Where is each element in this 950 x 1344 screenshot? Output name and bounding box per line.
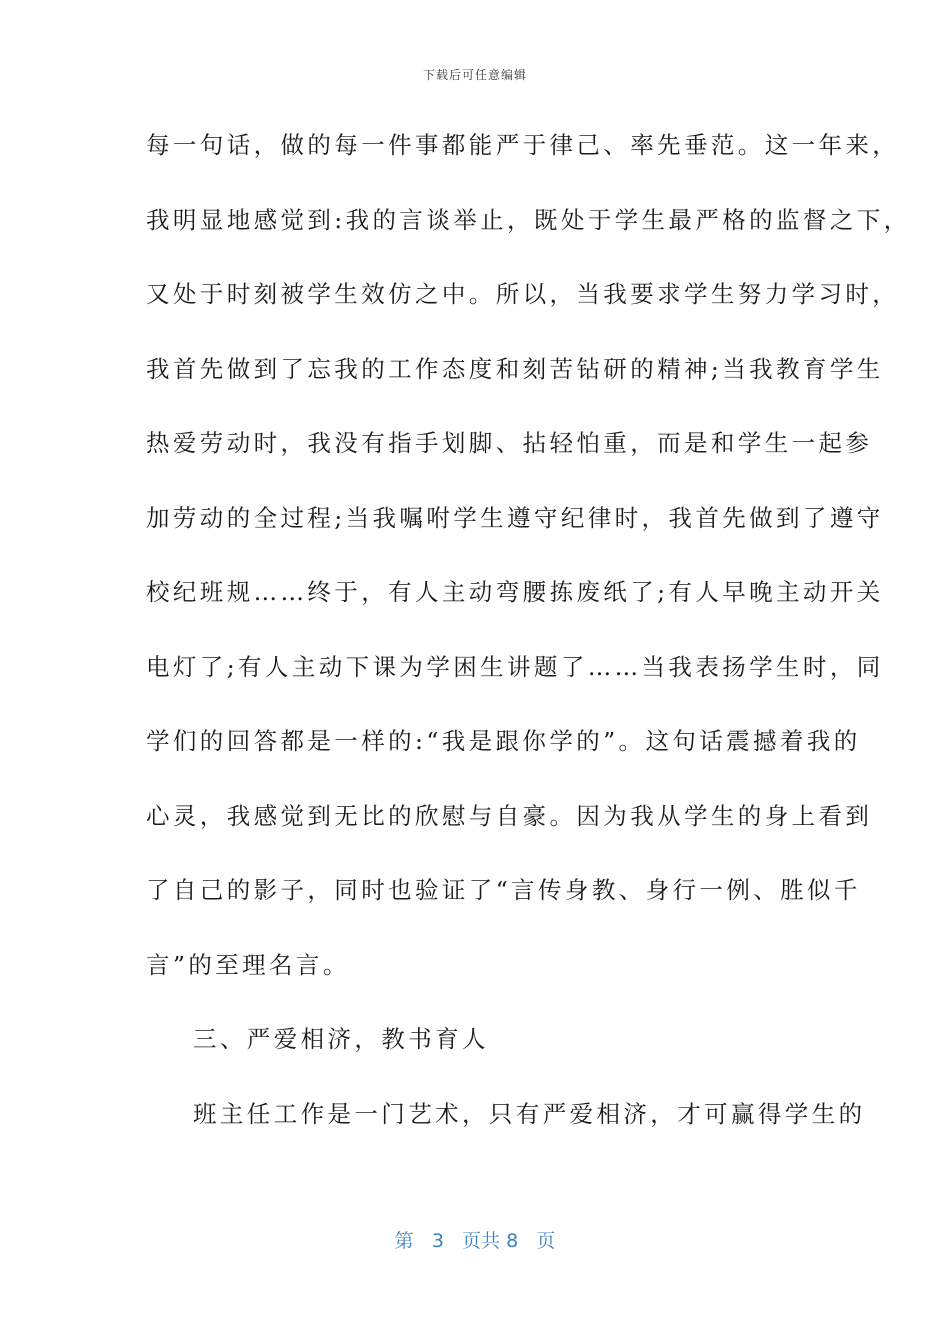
header-note: 下载后可任意编辑: [422, 68, 527, 82]
page-label-suffix: 页: [536, 1230, 556, 1252]
document-body: [146, 128, 911, 1171]
text-line: 心灵，我感觉到无比的欣慰与自豪。因为我从学生的身上看到: [146, 801, 873, 830]
text-line: 每一句话，做的每一件事都能严于律己、率先垂范。这一年来，: [146, 131, 900, 159]
text-line: 了自己的影子，同时也验证了“言传身教、身行一例、胜似千: [146, 876, 861, 904]
page-footer: [0, 1226, 950, 1253]
section-heading: 三、严爱相济，教书育人: [193, 1025, 489, 1053]
current-page-number: 3: [431, 1230, 444, 1252]
total-pages-number: 8: [506, 1230, 519, 1252]
text-line: 加劳动的全过程;当我嘱咐学生遵守纪律时，我首先做到了遵守: [146, 503, 884, 532]
text-line: 我首先做到了忘我的工作态度和刻苦钻研的精神;当我教育学生: [146, 354, 884, 383]
text-line: 言”的至理名言。: [146, 950, 350, 979]
text-line: 热爱劳动时，我没有指手划脚、拈轻怕重，而是和学生一起参: [146, 429, 873, 457]
text-line: 电灯了;有人主动下课为学困生讲题了……当我表扬学生时，同: [146, 652, 884, 681]
page-label-prefix: 第: [394, 1230, 414, 1252]
text-line: 校纪班规……终于，有人主动弯腰拣废纸了;有人早晚主动开关: [146, 578, 884, 606]
text-line: 学们的回答都是一样的:“我是跟你学的”。这句话震撼着我的: [146, 727, 861, 755]
text-line: 我明显地感觉到:我的言谈举止，既处于学生最严格的监督之下，: [146, 205, 911, 234]
paragraph-start: 班主任工作是一门艺术，只有严爱相济，才可赢得学生的: [193, 1099, 866, 1128]
page-label-mid: 页共: [462, 1230, 501, 1252]
text-line: 又处于时刻被学生效仿之中。所以，当我要求学生努力学习时，: [146, 280, 900, 308]
